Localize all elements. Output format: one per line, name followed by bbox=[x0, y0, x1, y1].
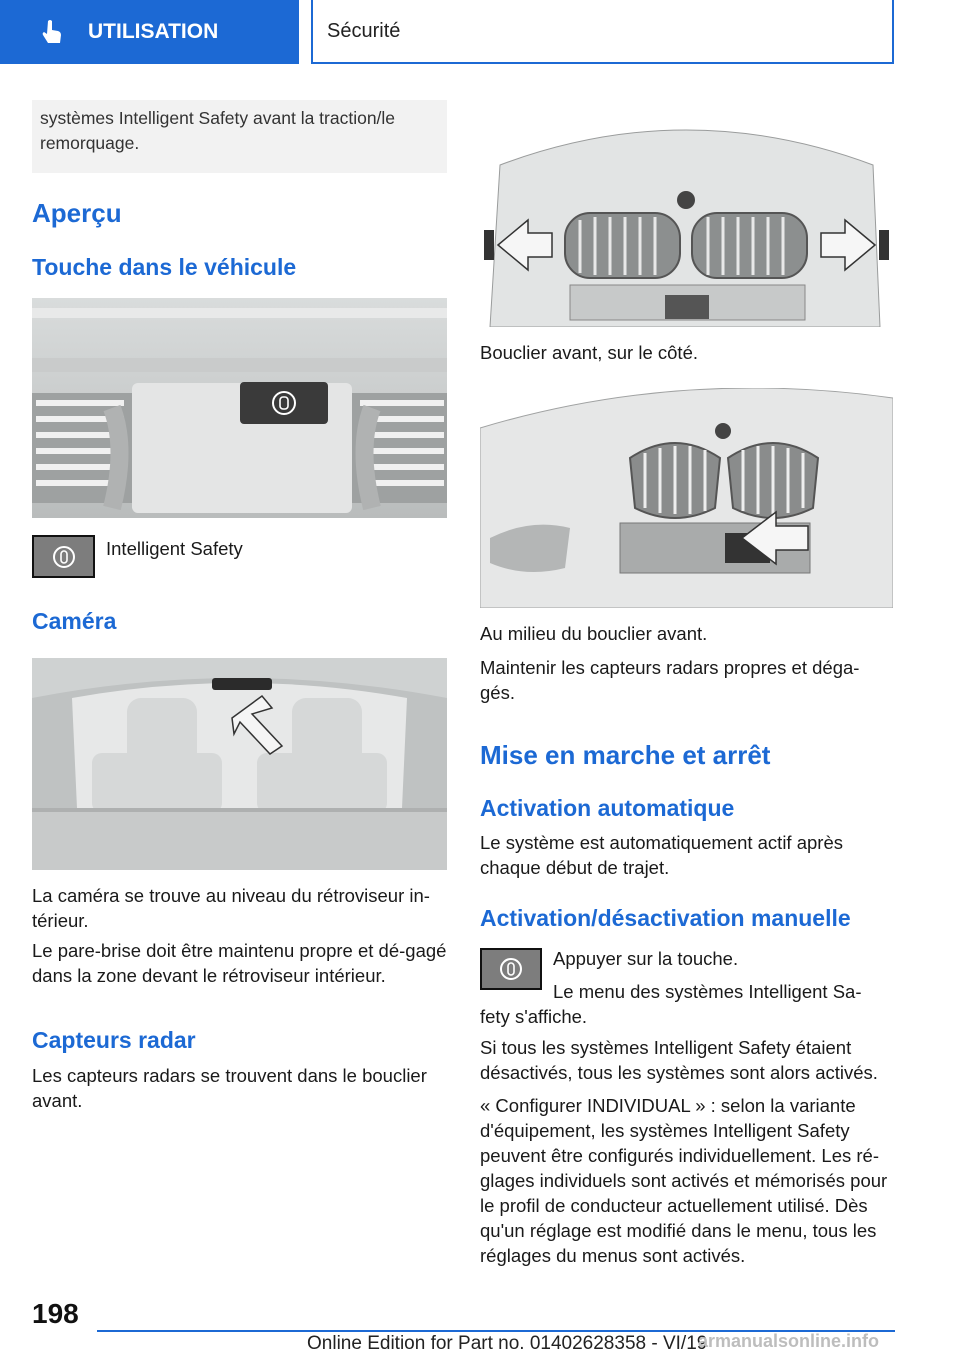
menu-displayed-text: Le menu des systèmes Intelligent Sa-fety s'affiche. bbox=[480, 981, 862, 1027]
heading-auto-activation: Activation automatique bbox=[480, 795, 735, 821]
heading-manual-activation: Activation/désactivation manuelle bbox=[480, 905, 851, 931]
watermark: armanualsonline.info bbox=[698, 1331, 880, 1351]
heading-overview: Aperçu bbox=[32, 198, 122, 228]
heading-button-in-vehicle: Touche dans le véhicule bbox=[32, 254, 297, 280]
button-caption: Intelligent Safety bbox=[106, 538, 243, 559]
page-number: 198 bbox=[32, 1298, 79, 1329]
section-label: UTILISATION bbox=[88, 20, 219, 43]
dashboard-button-figure bbox=[32, 298, 447, 518]
individual-config-text: « Configurer INDIVIDUAL » : selon la variante d'équipement, les systèmes Intelligent Safety peuvent être configurés individuellement. Les ré-glages individuels sont activés et mémorisés pour le profil de conducteur actuellement utilisé. Dès qu'un réglage est modifié dans le menu, tous les réglages du menus sont activés. bbox=[480, 1095, 888, 1266]
all-off-text: Si tous les systèmes Intelligent Safety étaient désactivés, tous les systèmes sont alors activés. bbox=[480, 1037, 878, 1083]
note-text: systèmes Intelligent Safety avant la traction/le remorquage. bbox=[40, 108, 396, 153]
camera-figure bbox=[32, 658, 447, 870]
camera-location-text: La caméra se trouve au niveau du rétroviseur in-térieur. bbox=[32, 885, 430, 931]
caption-side-bumper: Bouclier avant, sur le côté. bbox=[480, 342, 698, 363]
radar-location-text: Les capteurs radars se trouvent dans le bouclier avant. bbox=[32, 1065, 427, 1111]
heading-camera: Caméra bbox=[32, 608, 117, 634]
heading-on-off: Mise en marche et arrêt bbox=[480, 740, 771, 770]
intelligent-safety-button-image bbox=[32, 535, 95, 578]
hand-pointer-icon bbox=[38, 18, 66, 46]
auto-activation-text: Le système est automatiquement actif après chaque début de trajet. bbox=[480, 832, 843, 878]
maintain-sensors-text: Maintenir les capteurs radars propres et déga-gés. bbox=[480, 657, 860, 703]
caption-middle-bumper: Au milieu du bouclier avant. bbox=[480, 623, 708, 644]
chapter-title-box bbox=[311, 0, 894, 64]
heading-radar: Capteurs radar bbox=[32, 1027, 196, 1053]
camera-clean-text: Le pare-brise doit être maintenu propre et dé-gagé dans la zone devant le rétroviseur intérieur. bbox=[32, 940, 447, 986]
press-button-text: Appuyer sur la touche. bbox=[553, 948, 739, 969]
edition-footer: Online Edition for Part no. 01402628358 - VI/19 bbox=[307, 1333, 708, 1354]
front-bumper-side-figure bbox=[480, 105, 893, 327]
note-box bbox=[32, 100, 447, 173]
intelligent-safety-icon bbox=[52, 545, 76, 569]
chapter-title: Sécurité bbox=[327, 19, 401, 42]
front-bumper-middle-figure bbox=[480, 388, 893, 608]
section-tab[interactable] bbox=[0, 0, 299, 64]
intelligent-safety-icon bbox=[499, 957, 523, 981]
